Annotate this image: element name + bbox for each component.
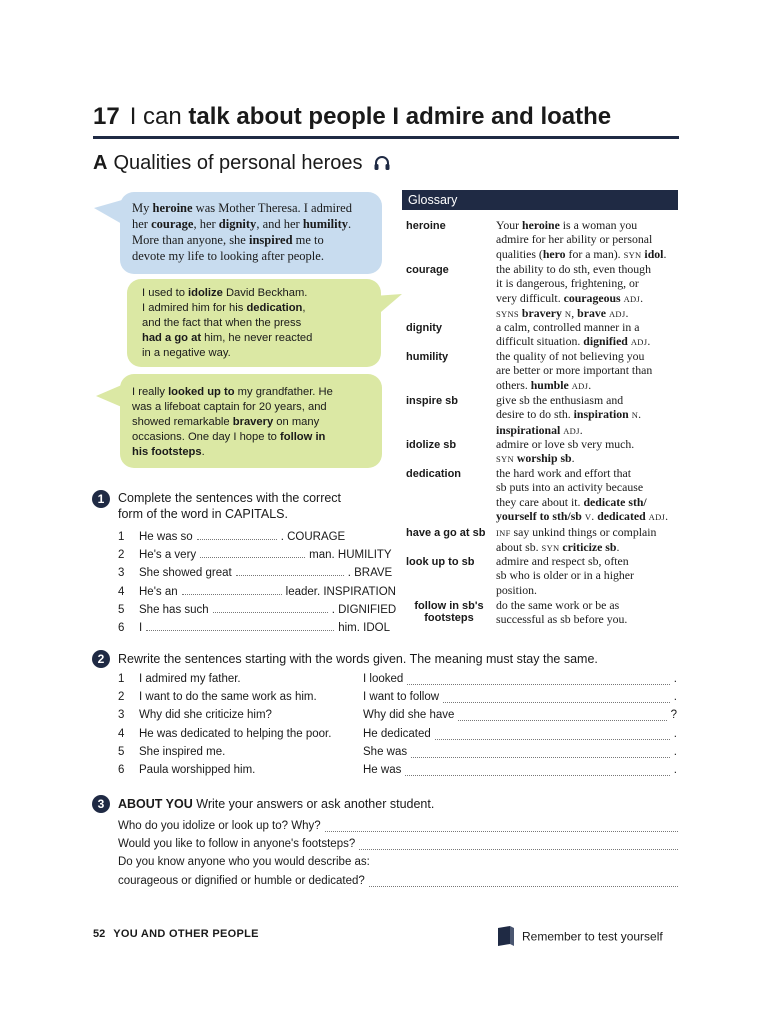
definition-keyword: inspirational [496, 422, 561, 437]
answer-blank [182, 583, 282, 595]
bubble-text: and the fact that when the press [142, 317, 302, 329]
definition-line [496, 291, 651, 306]
definition-line [496, 437, 634, 451]
exercise-1-item [118, 546, 392, 561]
exercise-3-question [118, 875, 678, 887]
glossary-definition [496, 466, 668, 525]
grammar-label: INF [496, 528, 511, 538]
definition-text: about sb. [496, 540, 542, 555]
bubble-line [132, 248, 382, 264]
bubble-text: her [132, 217, 152, 231]
item-number: 1 [118, 531, 125, 543]
item-number: 4 [118, 727, 125, 740]
grammar-label: ADJ [571, 380, 589, 391]
definition-line [496, 349, 652, 363]
bubble-keyword: idolize [188, 287, 223, 299]
item-text: Why did she criticize him? [139, 709, 272, 722]
bubble-text: , her [193, 217, 219, 231]
exercise-2-sentence [118, 764, 255, 776]
definition-line [496, 262, 651, 276]
bubble-keyword: humility [302, 217, 348, 231]
definition-text: . [638, 407, 642, 422]
rewrite-end: . [673, 691, 677, 704]
bubble-line [142, 331, 381, 346]
definition-text: . [591, 509, 598, 524]
exercise-3-instruction [118, 796, 434, 812]
exercise-3-question [118, 838, 678, 850]
exercise-1-item [118, 619, 390, 634]
grammar-label: N [564, 309, 572, 320]
definition-text: . [647, 334, 651, 349]
exercise-2-instruction: Rewrite the sentences starting with the words given. The meaning must stay the same. [118, 652, 598, 666]
item-number: 1 [118, 673, 125, 685]
item-keyword: leader. INSPIRATION [285, 585, 396, 598]
bubble-line [132, 385, 382, 400]
bubble-text: . [347, 217, 352, 231]
exercise-2-sentence [118, 746, 225, 758]
rewrite-start: I looked [363, 673, 404, 685]
grammar-label: V [584, 512, 592, 523]
answer-blank [458, 709, 666, 721]
definition-line [496, 218, 666, 232]
item-text: She showed great [139, 567, 232, 580]
speech-bubble-text [120, 192, 382, 264]
bubble-text: me to [292, 233, 324, 247]
speech-bubble-text [120, 374, 382, 460]
bubble-keyword: his footsteps [132, 446, 202, 458]
reminder-text: Remember to test yourself [522, 929, 663, 944]
answer-blank [369, 875, 678, 887]
definition-keyword: yourself to sth/sb [496, 509, 582, 524]
bubble-text: in a negative way. [142, 347, 231, 359]
item-keyword: man. HUMILITY [309, 549, 392, 562]
bubble-line [132, 430, 382, 445]
grammar-label: ADJ [648, 512, 666, 523]
speech-bubble-3 [120, 374, 382, 468]
bubble-line [142, 316, 381, 331]
definition-keyword: courageous [563, 290, 621, 305]
rewrite-start: Why did she have [363, 709, 455, 722]
exercise-1-item [118, 528, 345, 543]
answer-blank [197, 528, 277, 540]
rewrite-end: . [673, 673, 677, 685]
exercise-2-number: 2 [92, 650, 110, 668]
grammar-label: ADJ [623, 293, 641, 304]
bubble-keyword: dedication [246, 302, 303, 314]
bubble-keyword: dignity [218, 217, 257, 231]
speech-bubble-2 [127, 279, 381, 367]
answer-blank [411, 746, 670, 758]
glossary-term: inspire sb [406, 395, 458, 407]
answer-blank [200, 546, 305, 558]
definition-text: . [579, 422, 583, 437]
glossary-definition [496, 437, 634, 467]
item-text: He's an [139, 585, 178, 598]
definition-text: admire or love sb very much. [496, 437, 635, 451]
definition-text: . [665, 509, 669, 524]
definition-line [496, 451, 634, 466]
rewrite-end: . [673, 745, 677, 758]
definition-keyword: dedicate sth/ [583, 494, 647, 509]
exercise-2-sentence [118, 673, 241, 685]
question-text: Who do you idolize or look up to? Why? [118, 820, 321, 832]
bubble-line [132, 216, 382, 232]
definition-text: for a man). [565, 246, 624, 261]
rewrite-end: ? [670, 709, 677, 722]
glossary-term: heroine [406, 220, 446, 232]
definition-text: qualities ( [496, 246, 543, 261]
item-number: 2 [118, 549, 125, 562]
unit-title-start: I can [129, 103, 189, 130]
grammar-label: N [631, 410, 639, 421]
answer-blank [325, 820, 678, 832]
definition-keyword: hero [542, 246, 566, 261]
section-letter: A [93, 152, 108, 174]
definition-line [496, 495, 668, 509]
bubble-text: showed remarkable [132, 416, 233, 428]
glossary-term: dignity [406, 322, 443, 334]
grammar-label: SYN [541, 543, 560, 554]
bubble-keyword: bravery [232, 416, 274, 428]
definition-line [496, 568, 634, 582]
bubble-line [132, 200, 382, 216]
grammar-label: ADJ [563, 425, 580, 436]
exercise-2-rewrite [363, 673, 677, 685]
definition-line [496, 378, 652, 393]
definition-keyword: bravery [521, 306, 562, 321]
rewrite-start: He was [363, 764, 402, 776]
item-text: I want to do the same work as him. [139, 691, 317, 704]
definition-keyword: idol [644, 246, 664, 261]
exercise-1-instruction [118, 490, 341, 522]
bubble-keyword: heroine [152, 201, 193, 215]
glossary-term: follow in sb's footsteps [414, 600, 484, 624]
bubble-text: I used to [142, 287, 189, 299]
bubble-text: was a lifeboat captain for 20 years, and [132, 401, 327, 413]
speech-bubble-text [127, 279, 381, 361]
bubble-line [132, 445, 382, 460]
definition-line [496, 423, 641, 438]
exercise-2-sentence [118, 728, 331, 740]
definition-text: the hard work and effort that [496, 466, 632, 480]
glossary-definition [496, 262, 651, 322]
item-number: 4 [118, 585, 125, 598]
definition-keyword: worship sb [516, 451, 572, 466]
item-number: 3 [118, 709, 125, 722]
definition-text: are better or more important than [496, 363, 653, 378]
item-keyword: . BRAVE [347, 567, 393, 580]
glossary-term: humility [406, 351, 449, 363]
bubble-keyword: follow in [280, 431, 326, 443]
exercise-1-item [118, 564, 392, 579]
exercise-3-number: 3 [92, 795, 110, 813]
bubble-text: David Beckham. [222, 287, 308, 299]
item-keyword: . DIGNIFIED [331, 603, 397, 616]
definition-line [496, 554, 634, 568]
item-text: She inspired me. [139, 745, 226, 758]
answer-blank [146, 619, 334, 631]
glossary-definition [496, 218, 666, 262]
answer-blank [213, 601, 328, 613]
glossary-heading: Glossary [402, 190, 678, 210]
definition-line [496, 407, 641, 422]
item-number: 6 [118, 622, 125, 634]
exercise-2-rewrite [363, 746, 677, 758]
glossary-term: have a go at sb [406, 527, 486, 539]
unit-title [93, 103, 611, 131]
part-title: YOU AND OTHER PEOPLE [113, 928, 259, 940]
rewrite-end: . [673, 764, 677, 776]
exercise-3-question [118, 820, 678, 832]
definition-line [496, 612, 627, 626]
bubble-line [142, 346, 381, 361]
glossary-definition [496, 393, 641, 438]
item-text: He was so [139, 531, 193, 543]
definition-text: difficult situation. [496, 334, 584, 349]
definition-text: they care about it. [496, 494, 584, 509]
headphones-icon[interactable] [373, 154, 391, 177]
definition-text: very difficult. [496, 290, 564, 305]
exercise-2-sentence [118, 709, 272, 721]
footer-left [93, 928, 259, 940]
bubble-line [132, 232, 382, 248]
title-rule [93, 136, 679, 139]
definition-keyword: dignified [583, 334, 628, 349]
definition-text: admire for her ability or personal [496, 232, 653, 247]
definition-line [496, 480, 668, 494]
glossary-definition [496, 525, 656, 556]
bubble-text: devote my life to looking after people. [132, 249, 324, 263]
bubble-text: him, he never reacted [201, 332, 313, 344]
grammar-label: SYNS [496, 309, 519, 320]
exercise-2-rewrite [363, 691, 677, 703]
definition-line [496, 525, 656, 540]
definition-keyword: inspiration [573, 407, 629, 422]
page-number: 52 [93, 928, 106, 940]
instruction-line: Complete the sentences with the correct [118, 491, 342, 505]
bubble-text: my grandfather. He [234, 386, 333, 398]
exercise-1-item [118, 583, 396, 598]
answer-blank [236, 564, 344, 576]
definition-line [496, 363, 652, 377]
exercise-1-item [118, 601, 396, 616]
grammar-label: SYN [496, 454, 514, 465]
bubble-text: I admired him for his [142, 302, 247, 314]
definition-text: give sb the enthusiasm and [496, 393, 624, 407]
glossary-definition [496, 598, 627, 627]
answer-blank [443, 691, 670, 703]
bubble-line [142, 301, 381, 316]
item-text: She has such [139, 603, 209, 616]
grammar-label: ADJ [608, 309, 626, 320]
definition-text: . [616, 540, 620, 555]
answer-blank [435, 728, 670, 740]
bubble-text: , and her [256, 217, 303, 231]
definition-text: successful as sb before you. [496, 612, 628, 627]
bubble-text: occasions. One day I hope to [132, 431, 281, 443]
definition-keyword: humble [530, 377, 569, 392]
definition-line [496, 598, 627, 612]
definition-text: it is dangerous, frightening, or [496, 276, 639, 291]
exercise-3-text: Write your answers or ask another student. [192, 797, 435, 811]
grammar-label: ADJ [630, 337, 648, 348]
definition-text: Your [496, 218, 523, 232]
definition-text: a calm, controlled manner in a [496, 320, 640, 334]
rewrite-start: He dedicated [363, 727, 431, 740]
section-title-text: Qualities of personal heroes [113, 152, 363, 174]
definition-text: . [571, 451, 575, 466]
grammar-label: SYN [623, 249, 642, 260]
footer-right [496, 925, 663, 950]
glossary-term: dedication [406, 468, 462, 480]
definition-line [496, 393, 641, 407]
definition-text: . [625, 306, 629, 321]
speech-bubble-1 [120, 192, 382, 274]
definition-text: . [640, 290, 644, 305]
definition-text: sb puts into an activity because [496, 480, 644, 495]
question-text: courageous or dignified or humble or dedicated? [118, 874, 365, 887]
exercise-2-rewrite [363, 728, 677, 740]
answer-blank [405, 764, 669, 776]
definition-line [496, 509, 668, 524]
item-keyword: him. IDOL [338, 622, 390, 634]
item-text: I admired my father. [139, 673, 241, 685]
definition-text: admire and respect sb, often [496, 554, 629, 568]
exercise-2-rewrite [363, 709, 677, 721]
rewrite-start: I want to follow [363, 691, 440, 704]
bubble-text: was Mother Theresa. I admired [192, 201, 352, 215]
definition-text: others. [496, 377, 531, 392]
item-text: He was dedicated to helping the poor. [139, 727, 332, 740]
bubble-text: More than anyone, she [132, 233, 249, 247]
glossary-definition [496, 320, 650, 350]
rewrite-start: She was [363, 745, 408, 758]
answer-blank [359, 838, 678, 850]
exercise-3-question [118, 856, 678, 868]
exercise-2-sentence [118, 691, 317, 703]
item-text: He's a very [139, 549, 197, 562]
definition-keyword: brave [577, 306, 607, 321]
instruction-line: form of the word in CAPITALS. [118, 507, 288, 521]
definition-line [496, 466, 668, 480]
definition-text: . [663, 246, 667, 261]
definition-text: do the same work or be as [496, 598, 620, 612]
section-title [93, 152, 391, 177]
glossary-term: courage [406, 264, 449, 276]
definition-line [496, 334, 650, 349]
item-number: 5 [118, 745, 125, 758]
answer-blank [407, 673, 670, 685]
definition-text: the ability to do sth, even though [496, 262, 651, 276]
definition-keyword: dedicated [597, 509, 646, 524]
exercise-1-number: 1 [92, 490, 110, 508]
bubble-line [132, 415, 382, 430]
definition-text: position. [496, 582, 537, 597]
item-number: 3 [118, 567, 125, 580]
bubble-text: , [302, 302, 306, 314]
glossary-definition [496, 554, 634, 597]
item-number: 5 [118, 603, 125, 616]
book-icon [496, 925, 516, 950]
question-text: Do you know anyone who you would describe as: [118, 856, 370, 869]
item-text: I [139, 622, 143, 634]
definition-text: say unkind things or complain [510, 525, 657, 539]
definition-text: . [588, 377, 592, 392]
item-text: Paula worshipped him. [139, 764, 256, 776]
bubble-text: I really [132, 386, 169, 398]
bubble-text: . [201, 446, 205, 458]
definition-line [496, 247, 666, 262]
unit-number: 17 [93, 103, 120, 130]
bubble-keyword: inspired [248, 233, 293, 247]
definition-text: is a woman you [559, 218, 638, 232]
question-text: Would you like to follow in anyone's footsteps? [118, 838, 356, 851]
glossary-term: look up to sb [406, 556, 475, 568]
item-number: 2 [118, 691, 125, 704]
bubble-text: My [132, 201, 153, 215]
glossary-term: idolize sb [406, 439, 457, 451]
item-keyword: . COURAGE [280, 531, 346, 543]
glossary-definition [496, 349, 652, 393]
definition-line [496, 276, 651, 290]
bubble-line [142, 286, 381, 301]
about-you-label: ABOUT YOU [118, 797, 193, 811]
definition-keyword: criticize sb [562, 540, 617, 555]
rewrite-end: . [673, 727, 677, 740]
definition-line [496, 320, 650, 334]
bubble-keyword: had a go at [142, 332, 202, 344]
bubble-text: on many [273, 416, 320, 428]
bubble-keyword: looked up to [168, 386, 235, 398]
definition-keyword: heroine [522, 218, 560, 232]
definition-line [496, 232, 666, 246]
definition-text: the quality of not believing you [496, 349, 645, 363]
bubble-keyword: courage [151, 217, 194, 231]
exercise-2-rewrite [363, 764, 677, 776]
definition-text: desire to do sth. [496, 407, 574, 422]
definition-line [496, 583, 634, 597]
definition-text: sb who is older or in a higher [496, 568, 634, 583]
unit-title-bold: talk about people I admire and loathe [188, 103, 612, 130]
item-number: 6 [118, 764, 125, 776]
definition-text: , [571, 306, 578, 321]
bubble-line [132, 400, 382, 415]
